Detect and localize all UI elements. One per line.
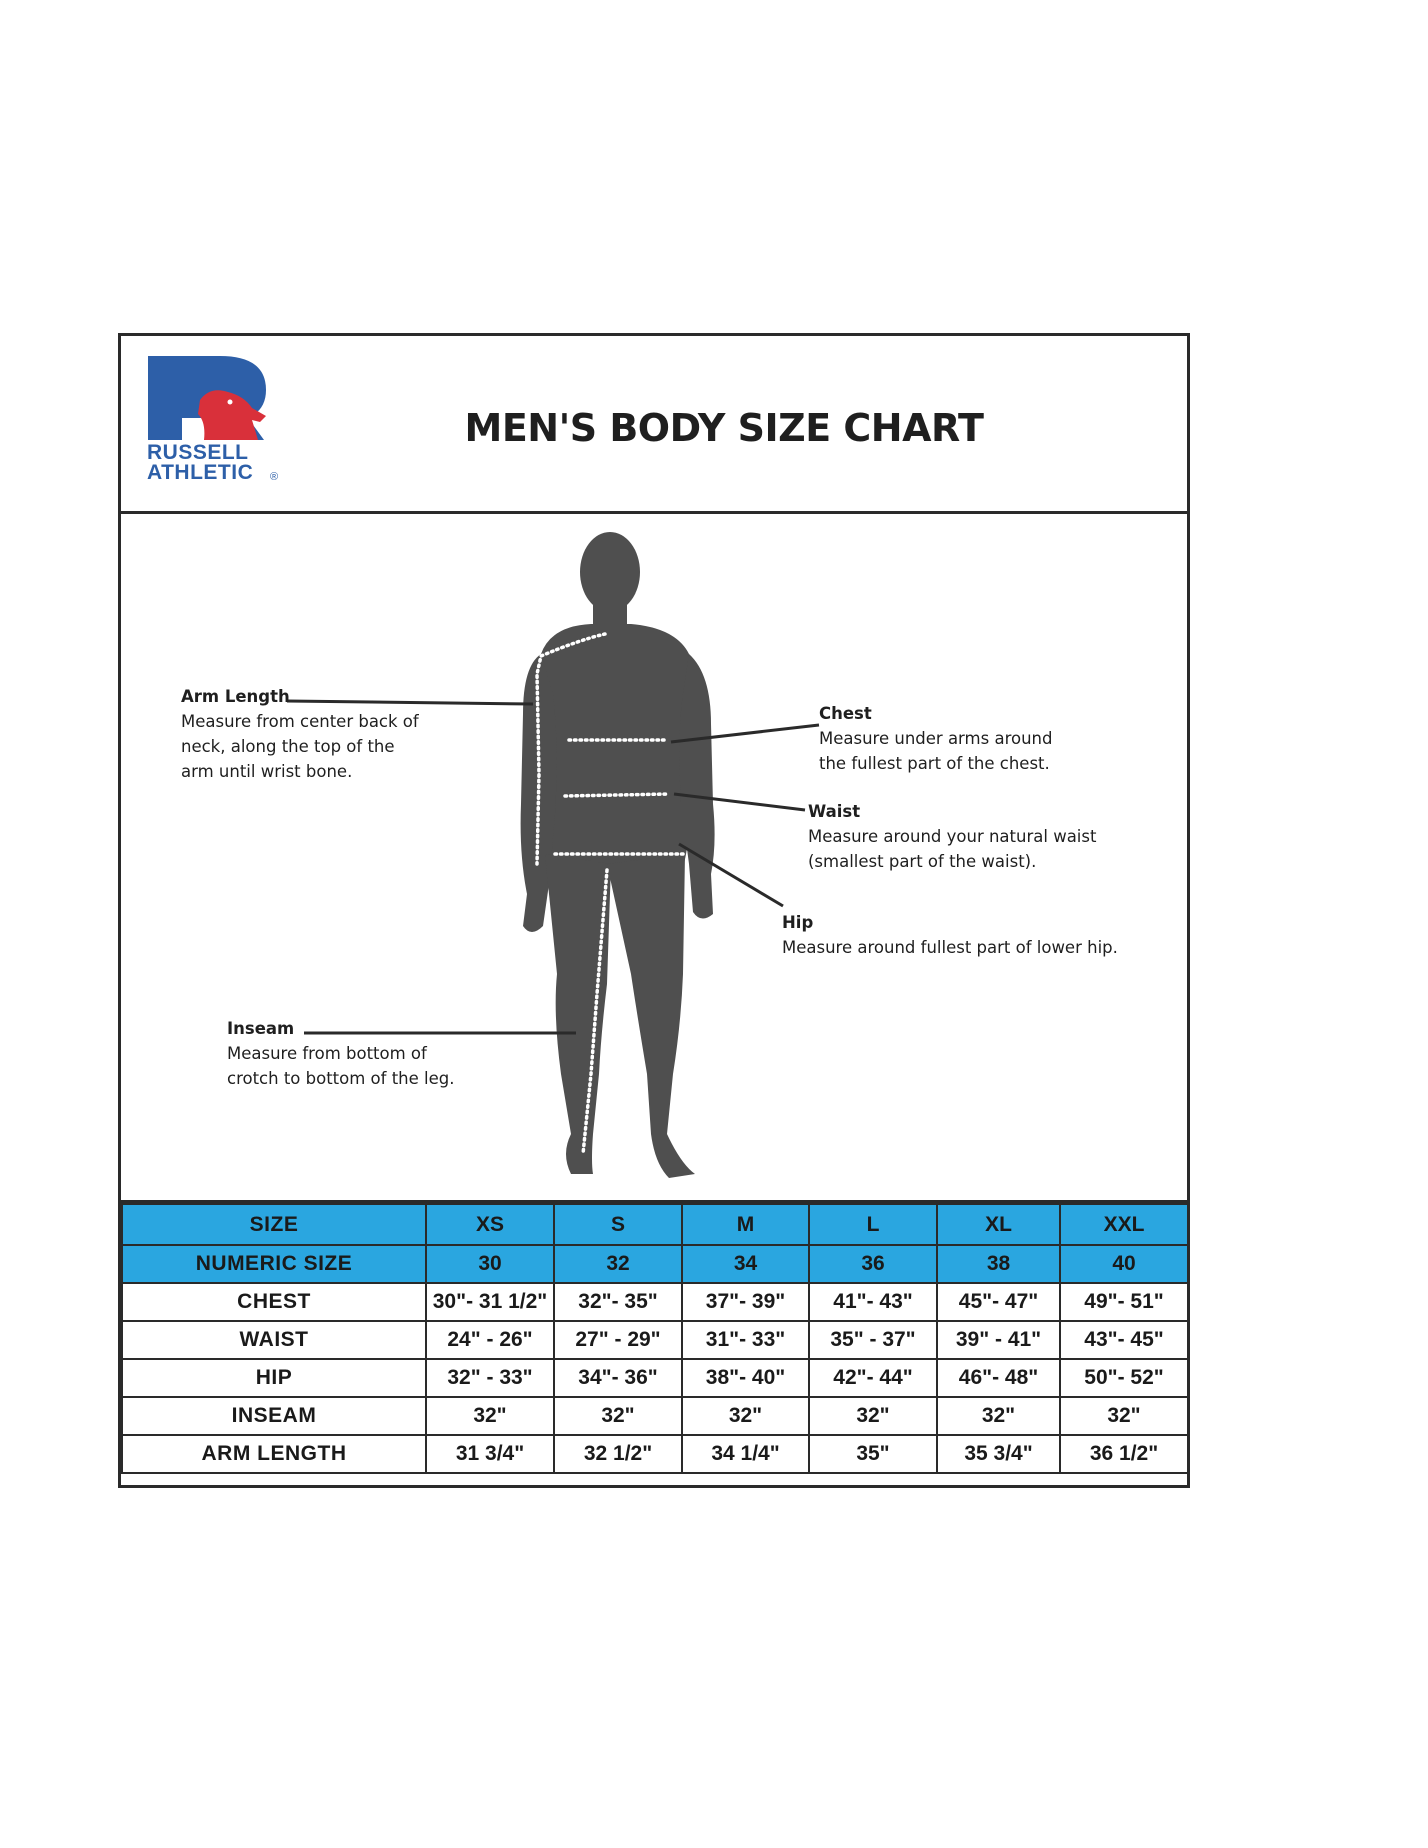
logo-text-athletic: ATHLETIC	[147, 461, 254, 484]
table-cell: 32"	[554, 1397, 682, 1435]
size-cell: S	[554, 1204, 682, 1245]
size-cell: M	[682, 1204, 809, 1245]
table-cell: 37"- 39"	[682, 1283, 809, 1321]
callout-chest-heading: Chest	[819, 704, 872, 723]
table-cell: 31"- 33"	[682, 1321, 809, 1359]
table-row-waist	[122, 1321, 1188, 1359]
callout-hip-text: Measure around fullest part of lower hip.	[782, 938, 1118, 957]
numeric-size-cell: 32	[554, 1245, 682, 1283]
numeric-size-cell: 36	[809, 1245, 937, 1283]
table-cell: 35" - 37"	[809, 1321, 937, 1359]
table-cell: 35 3/4"	[937, 1435, 1060, 1473]
size-table	[121, 1203, 1189, 1474]
table-cell: 49"- 51"	[1060, 1283, 1188, 1321]
callout-inseam	[227, 1016, 455, 1091]
numeric-size-cell: 30	[426, 1245, 554, 1283]
row-label-chest: CHEST	[122, 1283, 426, 1321]
size-chart-sheet	[118, 333, 1190, 1488]
logo-text-russell: RUSSELL	[147, 441, 249, 464]
table-cell: 38"- 40"	[682, 1359, 809, 1397]
table-cell: 32"	[426, 1397, 554, 1435]
callout-chest	[819, 701, 1052, 776]
callout-inseam-heading: Inseam	[227, 1019, 295, 1038]
table-cell: 32"	[937, 1397, 1060, 1435]
callout-waist	[808, 799, 1096, 874]
table-cell: 32" - 33"	[426, 1359, 554, 1397]
callout-hip	[782, 910, 1118, 960]
table-row-arm-length	[122, 1435, 1188, 1473]
table-cell: 41"- 43"	[809, 1283, 937, 1321]
table-cell: 32"- 35"	[554, 1283, 682, 1321]
table-cell: 46"- 48"	[937, 1359, 1060, 1397]
table-cell: 27" - 29"	[554, 1321, 682, 1359]
table-cell: 32"	[1060, 1397, 1188, 1435]
table-cell: 32 1/2"	[554, 1435, 682, 1473]
callout-hip-heading: Hip	[782, 913, 814, 932]
size-header-row	[122, 1204, 1188, 1245]
numeric-size-cell: 34	[682, 1245, 809, 1283]
table-cell: 24" - 26"	[426, 1321, 554, 1359]
numeric-size-cell: 38	[937, 1245, 1060, 1283]
numeric-size-cell: 40	[1060, 1245, 1188, 1283]
size-cell: XXL	[1060, 1204, 1188, 1245]
callout-arm-length-text: Measure from center back of neck, along the top of the arm until wrist bone.	[181, 712, 419, 781]
table-cell: 43"- 45"	[1060, 1321, 1188, 1359]
page-title: MEN'S BODY SIZE CHART	[464, 406, 984, 450]
table-cell: 34 1/4"	[682, 1435, 809, 1473]
callout-chest-text: Measure under arms around the fullest part of the chest.	[819, 729, 1053, 773]
callout-waist-heading: Waist	[808, 802, 861, 821]
table-row-chest	[122, 1283, 1188, 1321]
numeric-size-row	[122, 1245, 1188, 1283]
row-label-waist: WAIST	[122, 1321, 426, 1359]
callout-waist-text: Measure around your natural waist (smallest part of the waist).	[808, 827, 1097, 871]
table-cell: 50"- 52"	[1060, 1359, 1188, 1397]
table-cell: 42"- 44"	[809, 1359, 937, 1397]
table-row-hip	[122, 1359, 1188, 1397]
table-row-inseam	[122, 1397, 1188, 1435]
table-cell: 30"- 31 1/2"	[426, 1283, 554, 1321]
size-cell: XL	[937, 1204, 1060, 1245]
chart-header	[121, 336, 1187, 514]
callout-inseam-text: Measure from bottom of crotch to bottom of the leg.	[227, 1044, 455, 1088]
callout-arm-length	[181, 684, 419, 784]
numeric-size-label: NUMERIC SIZE	[122, 1245, 426, 1283]
table-cell: 36 1/2"	[1060, 1435, 1188, 1473]
table-cell: 34"- 36"	[554, 1359, 682, 1397]
row-label-hip: HIP	[122, 1359, 426, 1397]
measurement-figure-area	[121, 514, 1187, 1203]
size-cell: XS	[426, 1204, 554, 1245]
table-cell: 32"	[682, 1397, 809, 1435]
table-cell: 32"	[809, 1397, 937, 1435]
row-label-arm-length: ARM LENGTH	[122, 1435, 426, 1473]
table-cell: 35"	[809, 1435, 937, 1473]
table-cell: 45"- 47"	[937, 1283, 1060, 1321]
table-cell: 39" - 41"	[937, 1321, 1060, 1359]
size-cell: L	[809, 1204, 937, 1245]
registered-mark: ®	[270, 471, 279, 483]
size-header-label: SIZE	[122, 1204, 426, 1245]
table-cell: 31 3/4"	[426, 1435, 554, 1473]
row-label-inseam: INSEAM	[122, 1397, 426, 1435]
callout-arm-length-heading: Arm Length	[181, 687, 290, 706]
